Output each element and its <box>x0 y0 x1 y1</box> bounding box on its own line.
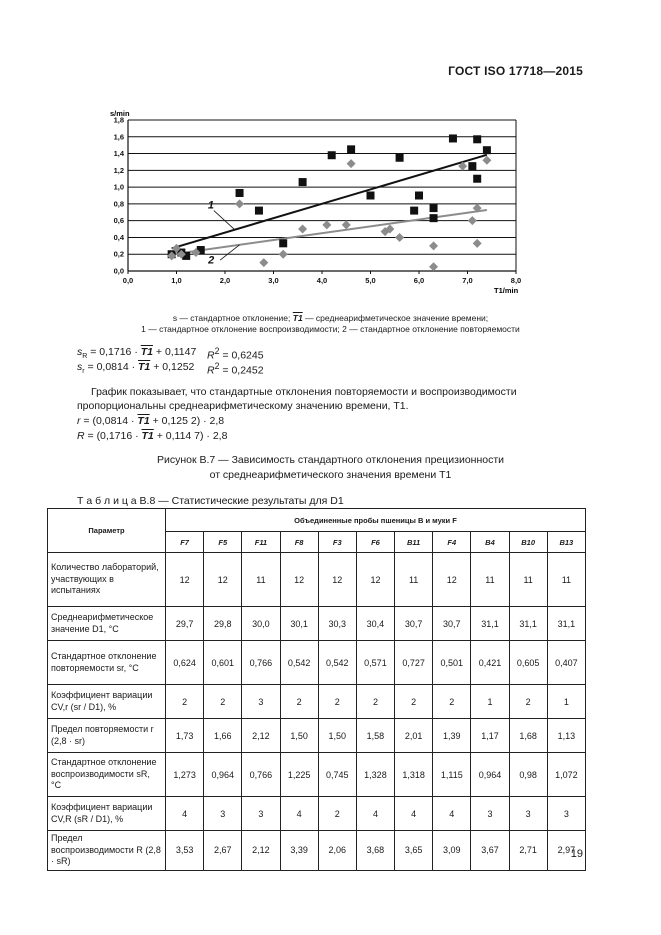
table-cell: 4 <box>166 797 204 831</box>
table-cell: 3 <box>547 797 585 831</box>
y-tick-label: 0,4 <box>113 232 124 242</box>
table-cell: 0,745 <box>318 753 356 797</box>
table-cell: 30,7 <box>395 607 433 641</box>
table-cell: 1,50 <box>280 719 318 753</box>
table-cell: 2 <box>166 685 204 719</box>
y-tick-label: 0,0 <box>113 266 124 276</box>
point-sr <box>429 262 438 271</box>
column-header: F7 <box>166 532 204 553</box>
table-cell: 1,66 <box>204 719 242 753</box>
table-cell: 1,072 <box>547 753 585 797</box>
table-cell: 1,73 <box>166 719 204 753</box>
table-cell: 12 <box>166 553 204 607</box>
table-body <box>48 553 586 871</box>
chart-points <box>167 134 491 271</box>
point-sR <box>299 178 307 186</box>
table-cell: 4 <box>433 797 471 831</box>
table-row <box>48 607 586 641</box>
table-cell: 11 <box>509 553 547 607</box>
point-sR <box>236 189 244 197</box>
table-cell: 1,328 <box>356 753 394 797</box>
table-cell: 0,571 <box>356 641 394 685</box>
table-cell: 30,3 <box>318 607 356 641</box>
table-cell: 0,98 <box>509 753 547 797</box>
table-cell: 1,17 <box>471 719 509 753</box>
point-sr <box>429 241 438 250</box>
row-label: Стандартное отклонение воспроизводимости sR, °C <box>48 753 166 797</box>
table-cell: 3,68 <box>356 831 394 871</box>
table-cell: 1,50 <box>318 719 356 753</box>
fit-label-1: 1 <box>207 199 214 212</box>
y-tick-label: 0,2 <box>113 249 124 259</box>
row-label: Предел повторяемости r (2,8 · sr) <box>48 719 166 753</box>
column-header: F8 <box>280 532 318 553</box>
point-sr <box>235 199 244 208</box>
precision-chart <box>100 98 530 293</box>
table-cell: 12 <box>433 553 471 607</box>
table-cell: 2,01 <box>395 719 433 753</box>
table-cell: 1 <box>547 685 585 719</box>
table-title: Т а б л и ц а В.8 — Статистические результаты для D1 <box>77 495 344 507</box>
point-sr <box>347 159 356 168</box>
table-cell: 1,58 <box>356 719 394 753</box>
point-sR <box>430 214 438 222</box>
point-sR <box>473 175 481 183</box>
table-cell: 3,67 <box>471 831 509 871</box>
point-sr <box>322 220 331 229</box>
figure-caption <box>0 453 661 483</box>
table-cell: 1,225 <box>280 753 318 797</box>
table-row <box>48 831 586 871</box>
table-cell: 2 <box>395 685 433 719</box>
point-sR <box>367 192 375 200</box>
row-label: Стандартное отклонение повторяемости sr, °C <box>48 641 166 685</box>
figure-caption-line-1: Рисунок В.7 — Зависимость стандартного отклонения прецизионности <box>156 454 505 466</box>
table-cell: 11 <box>547 553 585 607</box>
table-cell: 2 <box>204 685 242 719</box>
regression-lines <box>172 155 487 267</box>
legend-line-2: 1 — стандартное отклонение воспроизводимости; 2 — стандартное отклонение повторяемости <box>141 324 520 334</box>
table-cell: 1,318 <box>395 753 433 797</box>
table-cell: 1,39 <box>433 719 471 753</box>
table-cell: 0,766 <box>242 753 280 797</box>
table-cell: 0,601 <box>204 641 242 685</box>
point-sr <box>468 216 477 225</box>
regression-line-2 <box>172 210 487 254</box>
column-header: F6 <box>356 532 394 553</box>
table-cell: 0,501 <box>433 641 471 685</box>
point-sr <box>482 156 491 165</box>
chart-ticks <box>114 116 522 286</box>
point-sr <box>298 225 307 234</box>
table-cell: 11 <box>242 553 280 607</box>
table-cell: 1,115 <box>433 753 471 797</box>
table-cell: 1 <box>471 685 509 719</box>
table-cell: 31,1 <box>547 607 585 641</box>
point-sr <box>259 258 268 267</box>
table-cell: 31,1 <box>509 607 547 641</box>
table-cell: 30,0 <box>242 607 280 641</box>
chart-grid <box>128 120 516 271</box>
param-header: Параметр <box>48 509 166 553</box>
table-cell: 12 <box>204 553 242 607</box>
y-tick-label: 1,8 <box>113 115 124 125</box>
table-cell: 2,71 <box>509 831 547 871</box>
statistics-table <box>47 508 586 871</box>
point-sR <box>328 151 336 159</box>
y-tick-label: 1,0 <box>113 182 124 192</box>
table-cell: 0,407 <box>547 641 585 685</box>
point-sR <box>347 145 355 153</box>
row-label: Коэффициент вариации CV,r (sr / D1), % <box>48 685 166 719</box>
x-tick-label: 2,0 <box>219 276 231 285</box>
reproducibility-limit-formula: R = (0,1716 · T1 + 0,114 7) · 2,8 <box>77 430 228 442</box>
table-cell: 0,542 <box>280 641 318 685</box>
table-cell: 30,4 <box>356 607 394 641</box>
table-cell: 0,421 <box>471 641 509 685</box>
row-label: Коэффициент вариации CV,R (sR / D1), % <box>48 797 166 831</box>
column-header: B4 <box>471 532 509 553</box>
y-tick-label: 1,4 <box>113 149 124 159</box>
table-row <box>48 553 586 607</box>
table-cell: 4 <box>280 797 318 831</box>
table-cell: 2,12 <box>242 719 280 753</box>
table-cell: 11 <box>395 553 433 607</box>
table-cell: 29,8 <box>204 607 242 641</box>
column-header: F11 <box>242 532 280 553</box>
point-sR <box>468 162 476 170</box>
fit-label-2: 2 <box>208 254 215 267</box>
table-cell: 2 <box>356 685 394 719</box>
table-row <box>48 641 586 685</box>
table-cell: 0,766 <box>242 641 280 685</box>
table-cell: 0,605 <box>509 641 547 685</box>
fit-label-1-leader <box>214 211 235 230</box>
x-tick-label: 5,0 <box>365 276 376 285</box>
table-cell: 11 <box>471 553 509 607</box>
table-cell: 3,53 <box>166 831 204 871</box>
point-sR <box>279 239 287 247</box>
x-tick-label: 3,0 <box>268 276 279 285</box>
y-tick-label: 1,2 <box>113 165 124 175</box>
table-cell: 3,65 <box>395 831 433 871</box>
x-tick-label: 4,0 <box>316 276 328 285</box>
regression-sr: $s_r = 0,0814 \cdot T1 + 0,1252$ <box>77 361 195 376</box>
table-cell: 4 <box>356 797 394 831</box>
table-cell: 2 <box>318 685 356 719</box>
table-cell: 3,39 <box>280 831 318 871</box>
r-squared-sr: $R^2 = 0,2452$ <box>207 361 264 377</box>
group-header: Объединенные пробы пшеницы B и муки F <box>166 509 586 532</box>
table-cell: 1,68 <box>509 719 547 753</box>
table-cell: 0,964 <box>471 753 509 797</box>
table-cell: 4 <box>395 797 433 831</box>
table-cell: 2 <box>509 685 547 719</box>
table-cell: 0,542 <box>318 641 356 685</box>
table-cell: 2 <box>433 685 471 719</box>
table-cell: 3 <box>242 797 280 831</box>
point-sR <box>396 154 404 162</box>
table-cell: 29,7 <box>166 607 204 641</box>
table-row <box>48 685 586 719</box>
point-sR <box>415 192 423 200</box>
table-cell: 30,1 <box>280 607 318 641</box>
table-row <box>48 719 586 753</box>
table-cell: 0,727 <box>395 641 433 685</box>
x-axis-label: T1/min <box>494 286 519 293</box>
table-cell: 12 <box>280 553 318 607</box>
explanation-paragraph: График показывает, что стандартные отклонения повторяемости и воспроизводимости пропорциональны среднеарифметическому значению времени, T1. <box>77 386 517 412</box>
table-cell: 2,12 <box>242 831 280 871</box>
r-squared-sR: $R^2 = 0,6245$ <box>207 346 264 362</box>
point-sR <box>483 146 491 154</box>
table-cell: 1,273 <box>166 753 204 797</box>
document-header: ГОСТ ISO 17718—2015 <box>448 64 583 78</box>
point-sR <box>449 134 457 142</box>
point-sR <box>430 204 438 212</box>
table-cell: 3 <box>204 797 242 831</box>
table-cell: 31,1 <box>471 607 509 641</box>
page-number: 19 <box>570 848 583 860</box>
y-axis-label: s/min <box>110 109 130 118</box>
row-label: Среднеарифметическое значение D1, °C <box>48 607 166 641</box>
y-tick-label: 0,8 <box>113 199 124 209</box>
figure-caption-line-2: от среднеарифметического значения времени T1 <box>209 469 452 481</box>
column-header: F5 <box>204 532 242 553</box>
table-cell: 1,13 <box>547 719 585 753</box>
x-tick-label: 8,0 <box>510 276 522 285</box>
row-label: Количество лабораторий, участвующих в испытаниях <box>48 553 166 607</box>
column-header: B11 <box>395 532 433 553</box>
table-cell: 2 <box>280 685 318 719</box>
table-row <box>48 797 586 831</box>
table-cell: 2,06 <box>318 831 356 871</box>
table-cell: 3 <box>471 797 509 831</box>
legend-line-1: s — стандартное отклонение; T1 — среднеарифметическое значение времени; <box>172 313 489 323</box>
table-cell: 2,97 <box>547 831 585 871</box>
x-tick-label: 1,0 <box>171 276 182 285</box>
table-cell: 0,964 <box>204 753 242 797</box>
regression-line-1 <box>172 155 487 249</box>
table-cell: 2,67 <box>204 831 242 871</box>
point-sr <box>395 233 404 242</box>
regression-sR: $s_R = 0,1716 \cdot T1 + 0,1147$ <box>77 346 197 361</box>
table-cell: 2 <box>318 797 356 831</box>
point-sr <box>342 220 351 229</box>
repeatability-limit-formula: r = (0,0814 · T1 + 0,125 2) · 2,8 <box>77 415 225 427</box>
x-tick-label: 6,0 <box>413 276 425 285</box>
point-sR <box>255 207 263 215</box>
point-sR <box>410 207 418 215</box>
table-cell: 3,09 <box>433 831 471 871</box>
column-header: F3 <box>318 532 356 553</box>
y-tick-label: 0,6 <box>113 216 124 226</box>
table-cell: 0,624 <box>166 641 204 685</box>
x-tick-label: 7,0 <box>462 276 473 285</box>
table-cell: 30,7 <box>433 607 471 641</box>
x-tick-label: 0,0 <box>122 276 134 285</box>
point-sr <box>279 250 288 259</box>
y-tick-label: 1,6 <box>113 132 124 142</box>
column-header: B13 <box>547 532 585 553</box>
column-header: F4 <box>433 532 471 553</box>
point-sr <box>473 239 482 248</box>
table-cell: 3 <box>242 685 280 719</box>
point-sR <box>473 135 481 143</box>
row-label: Предел воспроизводимости R (2,8 · sR) <box>48 831 166 871</box>
table-cell: 3 <box>509 797 547 831</box>
table-cell: 12 <box>356 553 394 607</box>
column-header: B10 <box>509 532 547 553</box>
table-row <box>48 753 586 797</box>
table-cell: 12 <box>318 553 356 607</box>
